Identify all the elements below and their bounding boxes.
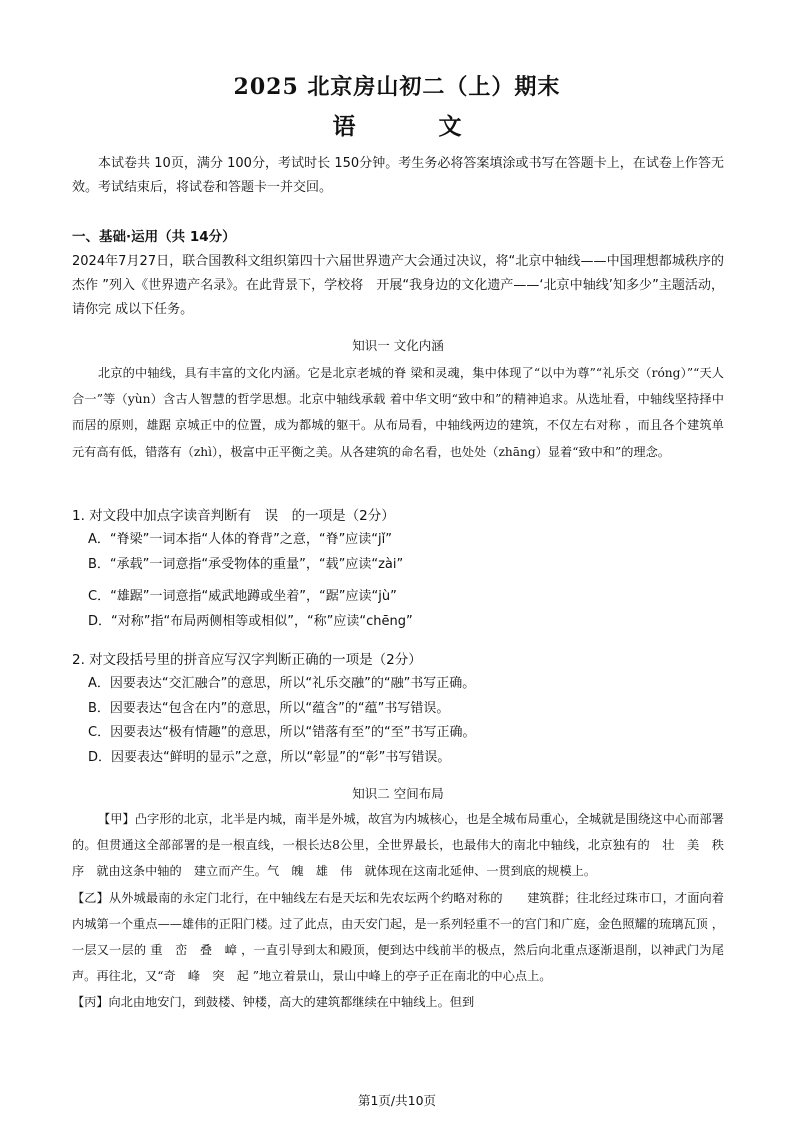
- question2-option-d: D．因要表达“鲜明的显示”之意，所以“彰显”的“彰”书写错误。: [88, 749, 451, 765]
- exam-subject: 语 文: [332, 113, 492, 140]
- knowledge1-passage: 北京的中轴线，具有丰富的文化内涵。它是北京老城的脊 梁和灵魂，集中体现了“以中为尊”“礼乐交（róng）”“天人合一”等（yùn）含古人智慧的哲学思想。北京中轴线承载 着中华文明“致中和”的精神追求。从选址看，中轴线坚持择中而居的原则，雄踞 京城正中的位置，成为都城的躯干。从布局看，中轴线两边的建筑，不仅左右对称 ，而且各个建筑单元有高有低，错落有（zhì），极富中正平衡之美。从各建筑的命名看，也处处（zhāng）显着“致中和”的理念。: [72, 366, 724, 459]
- page-number: 第1页/共10页: [357, 1093, 437, 1108]
- knowledge2-passage-c: 【丙】向北由地安门，到鼓楼、钟楼，高大的建筑都继续在中轴线上。但到: [72, 995, 475, 1010]
- question2-stem: 2. 对文段括号里的拼音应写汉字判断正确的一项是（2分）: [72, 652, 422, 668]
- exam-instructions: [72, 152, 724, 200]
- section1-lead: 2024年7月27日，联合国教科文组织第四十六届世界遗产大会通过决议，将“北京中轴线——中国理想都城秩序的杰作 ”列入《世界遗产名录》。在此背景下，学校将 开展“我身边的文化遗产——‘北京中轴线’知多少”主题活动，请你完 成以下任务。: [72, 254, 724, 317]
- question2-option-c: C．因要表达“极有情趣”的意思，所以“错落有至”的“至”书写正确。: [88, 725, 476, 740]
- question-2: [72, 648, 724, 770]
- exam-title: 2025 北京房山初二（上）期末: [233, 74, 561, 100]
- question-1: [72, 504, 724, 634]
- question1-option-d: D．“对称”指“布局两侧相等或相似”，“称”应读“chēng”: [88, 613, 413, 629]
- question1-option-a: A．“脊梁”一词本指“人体的脊背”之意，“脊”应读“jǐ”: [88, 532, 392, 547]
- knowledge1-block: [72, 336, 724, 465]
- knowledge1-heading: 知识一 文化内涵: [352, 338, 444, 353]
- question2-option-b: B．因要表达“包含在内”的意思，所以“蕴含”的“蕴”书写错误。: [88, 700, 450, 716]
- section1-heading: 一、基础·运用（共 14分）: [72, 229, 236, 245]
- knowledge2-passage-b: 【乙】从外城最南的永定门北行，在中轴线左右是天坛和先农坛两个约略对称的 建筑群；往北经过珠市口，才面向着内城第一个重点——雄伟的正阳门楼。过了此点，由天安门起，是一系列轻重不一的宫门和广庭，金色照耀的琉璃瓦顶 ，一层又一层的 重 峦 叠 嶂 ，一直引导到太和殿顶，便到达中线前半的极点，然后向北重点逐渐退削，以神武门为尾声。再往北，又“奇 峰 突 起 ”地立着景山，景山中峰上的亭子正在南北的中心点上。: [72, 890, 724, 984]
- question1-option-b: B．“承载”一词意指“承受物体的重量”，“载”应读“zài”: [88, 556, 404, 572]
- question1-stem: 1. 对文段中加点字读音判断有 误 的一项是（2分）: [72, 508, 395, 524]
- intro-text: 本试卷共 10页，满分 100分，考试时长 150分钟。考生务必将答案填涂或书写在答题卡上，在试卷上作答无效。考试结束后，将试卷和答题卡一并交回。: [72, 156, 724, 195]
- knowledge2-block: [72, 784, 737, 1016]
- knowledge2-passage-a: 【甲】凸字形的北京，北半是内城，南半是外城，故宫为内城核心，也是全城布局重心，全城就是围绕这中心而部署的。但贯通这全部部署的是一根直线，一根长达8公里，全世界最长，也最伟大的南北中轴线，北京独有的 壮 美 秩 序 就由这条中轴的 建立而产生。气 魄 雄 伟 就体现在这南北延伸、一贯到底的规模上。: [72, 812, 737, 879]
- section-basic-usage: [72, 226, 724, 322]
- question1-option-c: C．“雄踞”一词意指“威武地蹲或坐着”，“踞”应读“jù”: [88, 589, 397, 604]
- knowledge2-heading: 知识二 空间布局: [352, 786, 444, 801]
- question2-option-a: A．因要表达“交汇融合”的意思，所以“礼乐交融”的“融”书写正确。: [88, 676, 476, 691]
